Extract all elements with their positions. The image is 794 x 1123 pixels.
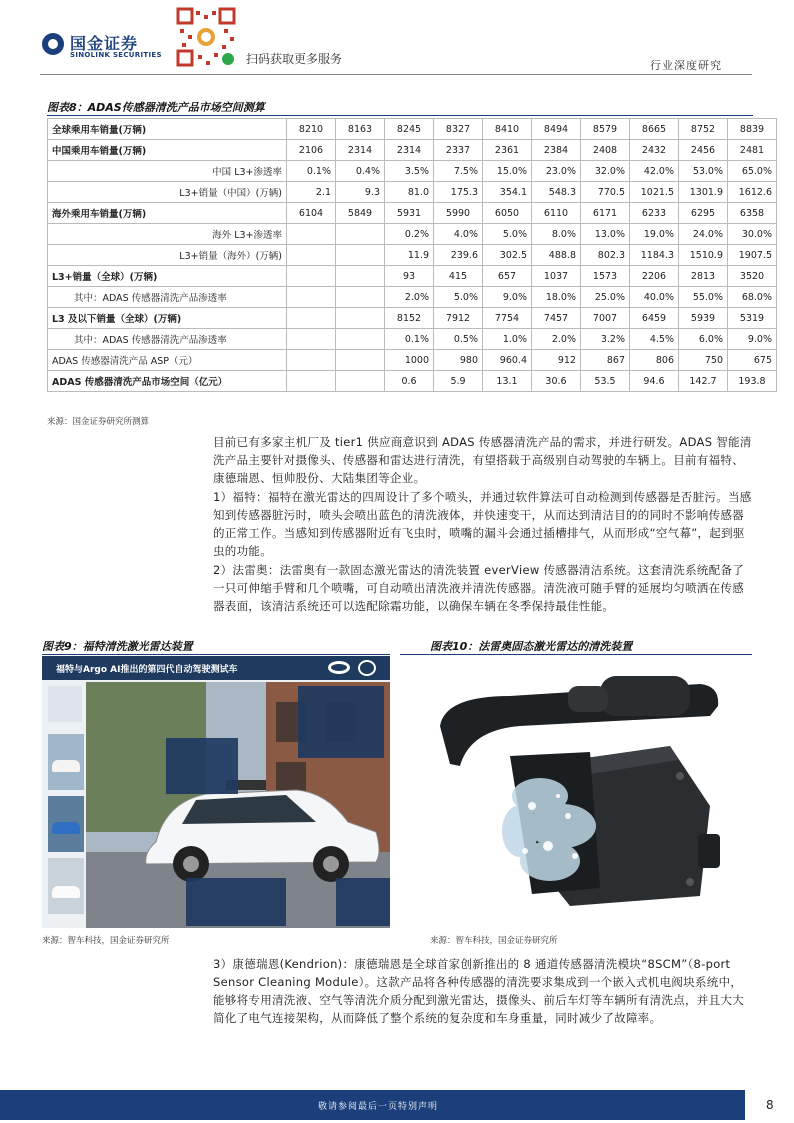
table-cell: 1510.9 <box>679 245 728 266</box>
intro-paragraph: 目前已有多家主机厂及 tier1 供应商意识到 ADAS 传感器清洗产品的需求，并进行研发。ADAS 智能清洗产品主要针对摄像头、传感器和雷达进行清洗，有望搭载于高级别自动驾驶的车辆上。目前有福特、康德瑞恩、恒帅股份、大陆集团等企业。 <box>213 435 752 485</box>
footer-disclaimer[interactable]: 敬请参阅最后一页特别声明 <box>318 1102 439 1112</box>
brand-logo-icon <box>42 33 64 55</box>
table-cell: 8410 <box>483 119 532 140</box>
row-label: L3 及以下销量（全球）(万辆) <box>48 308 287 329</box>
table-cell <box>287 245 336 266</box>
table-cell: 8210 <box>287 119 336 140</box>
table-cell: 30.6 <box>532 371 581 392</box>
brand-name-cn: 国金证券 <box>70 34 139 53</box>
table-cell: 8245 <box>385 119 434 140</box>
table-cell: 8.0% <box>532 224 581 245</box>
table-cell: 5.9 <box>434 371 483 392</box>
table-cell <box>336 329 385 350</box>
table-cell: 2.0% <box>385 287 434 308</box>
table-cell: 1907.5 <box>728 245 777 266</box>
ford-argo-test-car-image <box>42 656 390 928</box>
row-label: 中国 L3+渗透率 <box>48 161 287 182</box>
table-row <box>48 224 777 245</box>
table-row <box>48 350 777 371</box>
table-cell <box>336 308 385 329</box>
table-cell: 5990 <box>434 203 483 224</box>
table-cell: 2408 <box>581 140 630 161</box>
table-cell <box>287 308 336 329</box>
scan-prompt: 扫码获取更多服务 <box>246 52 343 66</box>
table-cell: 5939 <box>679 308 728 329</box>
table-cell: 980 <box>434 350 483 371</box>
row-label: L3+销量（中国）(万辆) <box>48 182 287 203</box>
table-cell: 0.1% <box>385 329 434 350</box>
table-row <box>48 329 777 350</box>
table-row <box>48 119 777 140</box>
table-cell: 1612.6 <box>728 182 777 203</box>
fig9-thumb-2 <box>48 796 84 852</box>
table-cell: 53.5 <box>581 371 630 392</box>
table-row <box>48 266 777 287</box>
table-row <box>48 203 777 224</box>
row-label: L3+销量（海外）(万辆) <box>48 245 287 266</box>
fig9-main-photo <box>86 682 390 928</box>
table-cell: 8579 <box>581 119 630 140</box>
table-cell: 770.5 <box>581 182 630 203</box>
table-cell: 55.0% <box>679 287 728 308</box>
table-cell: 9.0% <box>728 329 777 350</box>
table-cell: 53.0% <box>679 161 728 182</box>
table-cell: 2314 <box>336 140 385 161</box>
table-cell: 2.1 <box>287 182 336 203</box>
table-cell: 3.2% <box>581 329 630 350</box>
table-cell: 4.0% <box>434 224 483 245</box>
table-cell: 6110 <box>532 203 581 224</box>
fig9-title-rule <box>42 654 390 655</box>
table-cell: 6459 <box>630 308 679 329</box>
table-cell: 8494 <box>532 119 581 140</box>
table-cell: 25.0% <box>581 287 630 308</box>
ford-paragraph: 1）福特：福特在激光雷达的四周设计了多个喷头，并通过软件算法可自动检测到传感器是否脏污。当感知到传感器脏污时，喷头会喷出蓝色的清洗液体，并快速变干，从而达到清洁目的的同时不影响传感器的正常工作。当感知到传感器附近有飞虫时，喷嘴的漏斗会通过插槽排气，从而形成“空气幕”，起到驱虫的功能。 <box>213 490 752 558</box>
table-cell: 6295 <box>679 203 728 224</box>
table-cell: 1573 <box>581 266 630 287</box>
row-label: 全球乘用车销量(万辆) <box>48 119 287 140</box>
table-cell: 2.0% <box>532 329 581 350</box>
table-row <box>48 161 777 182</box>
valeo-paragraph: 2）法雷奥：法雷奥有一款固态激光雷达的清洗装置 everView 传感器清洁系统。这套清洗系统配备了一只可伸缩手臂和几个喷嘴，可自动喷出清洗液并清洗传感器。清洗液可随手臂的延展均匀喷洒在传感器表面，该清洁系统还可以选配除霜功能，以确保车辆在冬季保持最佳性能。 <box>213 563 745 613</box>
table-cell: 2337 <box>434 140 483 161</box>
fig9-source: 来源：智车科技，国金证券研究所 <box>42 936 170 946</box>
table-cell <box>287 266 336 287</box>
table-cell: 802.3 <box>581 245 630 266</box>
table-cell: 5931 <box>385 203 434 224</box>
table-cell: 8839 <box>728 119 777 140</box>
table-cell: 13.0% <box>581 224 630 245</box>
table-cell <box>287 329 336 350</box>
fig10-source: 来源：智车科技，国金证券研究所 <box>430 936 558 946</box>
kendrion-paragraph: 3）康德瑞恩(Kendrion)：康德瑞恩是全球首家创新推出的 8 通道传感器清洗模块“8SCM”（8-port Sensor Cleaning Module）。这款产品将各种传感器的清洗要求集成到一个嵌入式机电阀块系统中，能够将专用清洗液、空气等清洗介质分配到激光雷达，摄像头、前后车灯等车辆所有清洗点，并且大大简化了电气连接架构，从而降低了整个系统的复杂度和车身重量，同时减少了故障率。 <box>213 957 744 1025</box>
table-cell: 867 <box>581 350 630 371</box>
row-label: ADAS 传感器清洗产品市场空间（亿元） <box>48 371 287 392</box>
table-cell: 18.0% <box>532 287 581 308</box>
fig10-title: 图表10：法雷奥固态激光雷达的清洗装置 <box>430 640 633 653</box>
table-cell: 0.4% <box>336 161 385 182</box>
table-cell <box>336 287 385 308</box>
table-cell: 415 <box>434 266 483 287</box>
table-cell: 488.8 <box>532 245 581 266</box>
table-cell: 40.0% <box>630 287 679 308</box>
row-label: 海外乘用车销量(万辆) <box>48 203 287 224</box>
table-cell: 2813 <box>679 266 728 287</box>
table-cell: 7457 <box>532 308 581 329</box>
table-cell: 960.4 <box>483 350 532 371</box>
table-cell: 19.0% <box>630 224 679 245</box>
fig9-sidebar-note <box>48 686 82 722</box>
table-cell: 5.0% <box>483 224 532 245</box>
table-cell: 5849 <box>336 203 385 224</box>
table-cell: 6050 <box>483 203 532 224</box>
table-cell <box>336 350 385 371</box>
table-cell: 657 <box>483 266 532 287</box>
table-cell: 81.0 <box>385 182 434 203</box>
table-cell: 4.5% <box>630 329 679 350</box>
table-cell: 8665 <box>630 119 679 140</box>
table-cell: 15.0% <box>483 161 532 182</box>
table-cell: 7912 <box>434 308 483 329</box>
table-cell <box>336 266 385 287</box>
table-cell <box>336 371 385 392</box>
table-row <box>48 287 777 308</box>
row-label: 其中：ADAS 传感器清洗产品渗透率 <box>48 287 287 308</box>
table-cell: 11.9 <box>385 245 434 266</box>
table-cell: 6.0% <box>679 329 728 350</box>
table-cell: 0.5% <box>434 329 483 350</box>
table-cell: 1.0% <box>483 329 532 350</box>
table-cell: 65.0% <box>728 161 777 182</box>
table-cell: 24.0% <box>679 224 728 245</box>
table-row <box>48 245 777 266</box>
table-cell: 42.0% <box>630 161 679 182</box>
fig8-source: 来源：国金证券研究所测算 <box>47 417 150 427</box>
table-cell: 6104 <box>287 203 336 224</box>
table-cell: 2384 <box>532 140 581 161</box>
fig9-thumb-1 <box>48 734 84 790</box>
table-cell: 3.5% <box>385 161 434 182</box>
table-cell: 94.6 <box>630 371 679 392</box>
row-label: 海外 L3+渗透率 <box>48 224 287 245</box>
table-row <box>48 308 777 329</box>
table-cell: 8752 <box>679 119 728 140</box>
table-cell: 3520 <box>728 266 777 287</box>
fig9-banner <box>42 656 390 680</box>
table-row <box>48 140 777 161</box>
valeo-lidar-cleaning-device-image <box>400 656 752 928</box>
table-cell: 1000 <box>385 350 434 371</box>
table-cell: 6233 <box>630 203 679 224</box>
table-cell: 806 <box>630 350 679 371</box>
table-cell <box>336 224 385 245</box>
table-cell: 1021.5 <box>630 182 679 203</box>
fig8-title-rule <box>47 115 753 116</box>
table-cell: 7.5% <box>434 161 483 182</box>
fig8-title: 图表8：ADAS传感器清洗产品市场空间测算 <box>47 101 265 114</box>
table-cell: 912 <box>532 350 581 371</box>
table-cell <box>287 287 336 308</box>
table-cell: 30.0% <box>728 224 777 245</box>
row-label: 中国乘用车销量(万辆) <box>48 140 287 161</box>
qr-code-icon[interactable] <box>174 5 238 69</box>
table-cell: 0.1% <box>287 161 336 182</box>
table-cell <box>287 350 336 371</box>
table-cell: 5319 <box>728 308 777 329</box>
table-row <box>48 182 777 203</box>
table-cell: 9.0% <box>483 287 532 308</box>
table-cell: 2481 <box>728 140 777 161</box>
ford-logo-icon <box>328 661 350 674</box>
table-cell: 2106 <box>287 140 336 161</box>
table-cell: 1037 <box>532 266 581 287</box>
fig9-banner-text: 福特与Argo AI推出的第四代自动驾驶测试车 <box>56 665 238 675</box>
argo-logo-icon <box>358 660 376 676</box>
table-cell: 32.0% <box>581 161 630 182</box>
table-cell: 239.6 <box>434 245 483 266</box>
table-cell: 7754 <box>483 308 532 329</box>
table-cell: 2206 <box>630 266 679 287</box>
table-cell: 13.1 <box>483 371 532 392</box>
table-cell: 0.6 <box>385 371 434 392</box>
table-row <box>48 371 777 392</box>
fig9-thumb-3 <box>48 858 84 914</box>
row-label: 其中：ADAS 传感器清洗产品渗透率 <box>48 329 287 350</box>
table-cell: 1184.3 <box>630 245 679 266</box>
fig10-title-rule <box>400 654 752 655</box>
table-cell <box>287 371 336 392</box>
header-divider <box>40 74 752 75</box>
table-cell: 0.2% <box>385 224 434 245</box>
table-cell: 2432 <box>630 140 679 161</box>
report-type: 行业深度研究 <box>650 59 722 72</box>
table-cell: 142.7 <box>679 371 728 392</box>
table-cell: 175.3 <box>434 182 483 203</box>
market-size-table <box>47 118 777 392</box>
row-label: ADAS 传感器清洗产品 ASP（元） <box>48 350 287 371</box>
table-cell: 750 <box>679 350 728 371</box>
fig9-title: 图表9：福特清洗激光雷达装置 <box>42 640 193 653</box>
table-cell: 354.1 <box>483 182 532 203</box>
table-cell: 8152 <box>385 308 434 329</box>
brand-name-en: SINOLINK SECURITIES <box>70 51 162 59</box>
table-cell: 675 <box>728 350 777 371</box>
table-cell: 8327 <box>434 119 483 140</box>
table-cell: 302.5 <box>483 245 532 266</box>
table-cell: 548.3 <box>532 182 581 203</box>
table-cell: 1301.9 <box>679 182 728 203</box>
table-cell: 93 <box>385 266 434 287</box>
page-number: 8 <box>766 1098 774 1112</box>
table-cell: 68.0% <box>728 287 777 308</box>
table-cell: 9.3 <box>336 182 385 203</box>
table-cell: 6358 <box>728 203 777 224</box>
table-cell: 8163 <box>336 119 385 140</box>
table-cell: 23.0% <box>532 161 581 182</box>
table-cell: 2361 <box>483 140 532 161</box>
table-cell: 7007 <box>581 308 630 329</box>
table-cell: 2456 <box>679 140 728 161</box>
table-cell <box>336 245 385 266</box>
table-cell: 6171 <box>581 203 630 224</box>
table-cell: 193.8 <box>728 371 777 392</box>
table-cell: 2314 <box>385 140 434 161</box>
table-cell <box>287 224 336 245</box>
row-label: L3+销量（全球）(万辆) <box>48 266 287 287</box>
table-cell: 5.0% <box>434 287 483 308</box>
